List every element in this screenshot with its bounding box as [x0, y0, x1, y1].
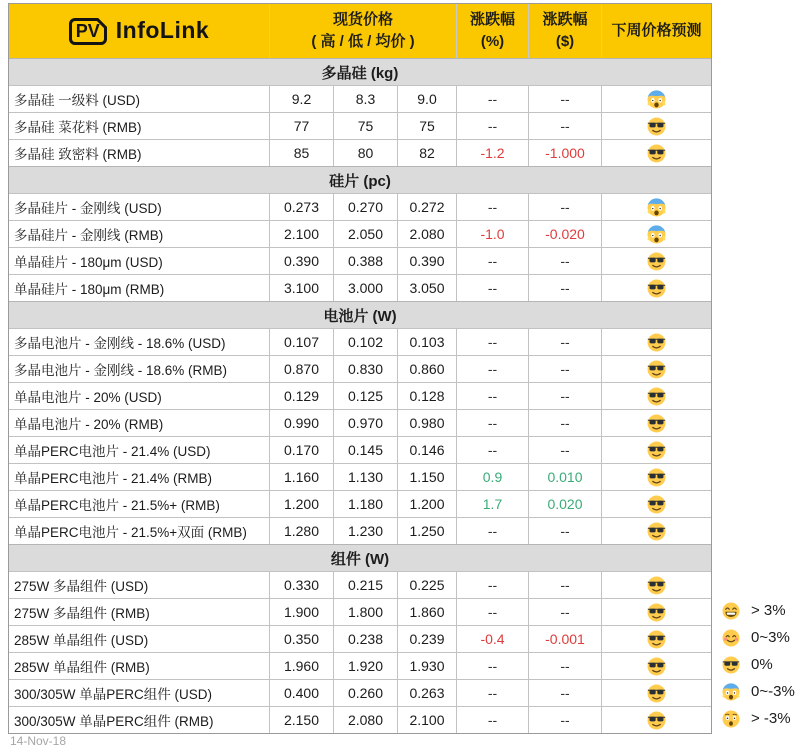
forecast-legend: [722, 597, 795, 732]
scream-face: [601, 221, 711, 247]
change-usd-cell: 0.010: [528, 464, 601, 490]
high-price-cell: 1.960: [269, 653, 333, 679]
change-pct-cell: --: [456, 113, 528, 139]
low-price-cell: 0.125: [333, 383, 397, 409]
sunglasses-face: [601, 572, 711, 598]
scream-face: [601, 86, 711, 112]
change-usd-cell: --: [528, 410, 601, 436]
avg-price-cell: 2.100: [397, 707, 456, 733]
product-name-cell: 多晶硅片 - 金刚线 (USD): [14, 201, 162, 216]
avg-price-cell: 0.128: [397, 383, 456, 409]
sunglasses-face: [601, 626, 711, 652]
smile-face: [722, 629, 740, 647]
pv-logo-icon: [69, 18, 107, 45]
change-usd-cell: --: [528, 680, 601, 706]
table-row: [9, 652, 711, 679]
low-price-cell: 2.050: [333, 221, 397, 247]
scream-face: [722, 683, 740, 701]
low-price-cell: 0.238: [333, 626, 397, 652]
change-usd-cell: --: [528, 518, 601, 544]
high-price-cell: 2.100: [269, 221, 333, 247]
high-price-cell: 3.100: [269, 275, 333, 301]
table-row: [9, 463, 711, 490]
change-usd-cell: --: [528, 113, 601, 139]
table-row: [9, 328, 711, 355]
legend-item-2: [722, 651, 795, 678]
spot-price-sublabel: ( 高 / 低 / 均价 ): [311, 33, 415, 50]
sunglasses-face: [601, 653, 711, 679]
low-price-cell: 0.830: [333, 356, 397, 382]
change-usd-cell: -1.000: [528, 140, 601, 166]
table-row: [9, 247, 711, 274]
sunglasses-face: [601, 410, 711, 436]
table-row: [9, 679, 711, 706]
astonished-face: [722, 710, 740, 728]
avg-price-cell: 1.150: [397, 464, 456, 490]
report-date: 14-Nov-18: [10, 734, 67, 748]
high-price-cell: 85: [269, 140, 333, 166]
sunglasses-face: [601, 383, 711, 409]
change-pct-cell: --: [456, 275, 528, 301]
change-pct-cell: -1.0: [456, 221, 528, 247]
low-price-cell: 1.800: [333, 599, 397, 625]
change-pct-cell: 1.7: [456, 491, 528, 517]
sunglasses-face: [601, 680, 711, 706]
change-pct-cell: --: [456, 86, 528, 112]
avg-price-cell: 75: [397, 113, 456, 139]
avg-price-cell: 1.860: [397, 599, 456, 625]
high-price-cell: 2.150: [269, 707, 333, 733]
sunglasses-face: [601, 356, 711, 382]
table-body: [9, 58, 711, 733]
table-row: [9, 193, 711, 220]
change-usd-cell: --: [528, 437, 601, 463]
change-pct-cell: --: [456, 518, 528, 544]
product-name-cell: 单晶PERC电池片 - 21.4% (RMB): [14, 471, 213, 486]
price-table: [8, 3, 712, 734]
change-pct-cell: --: [456, 329, 528, 355]
change-usd-cell: --: [528, 329, 601, 355]
sunglasses-face: [601, 113, 711, 139]
table-row: [9, 598, 711, 625]
sunglasses-face: [601, 518, 711, 544]
legend-item-1: [722, 624, 795, 651]
avg-price-cell: 82: [397, 140, 456, 166]
legend-label: > 3%: [751, 602, 786, 619]
product-name-cell: 300/305W 单晶PERC组件 (USD): [14, 687, 213, 702]
product-name-cell: 多晶硅 一级料 (USD): [14, 93, 140, 108]
change-usd-label: 涨跌幅: [542, 11, 588, 29]
high-price-cell: 0.129: [269, 383, 333, 409]
product-name-cell: 单晶硅片 - 180μm (USD): [14, 255, 163, 270]
avg-price-cell: 0.390: [397, 248, 456, 274]
low-price-cell: 75: [333, 113, 397, 139]
col-header-forecast: 下周价格预测: [601, 4, 711, 58]
change-usd-cell: -0.020: [528, 221, 601, 247]
change-pct-cell: --: [456, 356, 528, 382]
table-row: [9, 409, 711, 436]
table-row: [9, 112, 711, 139]
change-usd-cell: -0.001: [528, 626, 601, 652]
sunglasses-face: [601, 464, 711, 490]
change-pct-cell: --: [456, 194, 528, 220]
change-pct-cell: --: [456, 437, 528, 463]
table-row: [9, 490, 711, 517]
pv-logo-text: PV: [75, 20, 100, 41]
avg-price-cell: 1.930: [397, 653, 456, 679]
high-price-cell: 9.2: [269, 86, 333, 112]
product-name-cell: 275W 多晶组件 (USD): [14, 579, 149, 594]
low-price-cell: 0.388: [333, 248, 397, 274]
change-pct-unit: (%): [480, 33, 505, 50]
low-price-cell: 80: [333, 140, 397, 166]
product-name-cell: 多晶硅 菜花料 (RMB): [14, 120, 142, 135]
table-row: [9, 625, 711, 652]
low-price-cell: 0.145: [333, 437, 397, 463]
change-usd-cell: 0.020: [528, 491, 601, 517]
change-usd-cell: --: [528, 707, 601, 733]
product-name-cell: 多晶硅 致密料 (RMB): [14, 147, 142, 162]
avg-price-cell: 1.200: [397, 491, 456, 517]
low-price-cell: 8.3: [333, 86, 397, 112]
product-name-cell: 多晶硅片 - 金刚线 (RMB): [14, 228, 164, 243]
low-price-cell: 0.102: [333, 329, 397, 355]
low-price-cell: 2.080: [333, 707, 397, 733]
change-pct-cell: --: [456, 248, 528, 274]
legend-item-0: [722, 597, 795, 624]
low-price-cell: 0.215: [333, 572, 397, 598]
grin-face: [722, 602, 740, 620]
change-usd-unit: ($): [555, 33, 575, 50]
legend-item-3: [722, 678, 795, 705]
col-header-spot-price: [269, 4, 456, 58]
sunglasses-face: [601, 599, 711, 625]
legend-item-4: [722, 705, 795, 732]
product-name-cell: 单晶电池片 - 20% (RMB): [14, 417, 164, 432]
change-usd-cell: --: [528, 248, 601, 274]
change-pct-cell: --: [456, 572, 528, 598]
low-price-cell: 1.180: [333, 491, 397, 517]
low-price-cell: 1.130: [333, 464, 397, 490]
table-row: [9, 139, 711, 166]
change-pct-cell: --: [456, 599, 528, 625]
col-header-change-usd: [528, 4, 601, 58]
table-row: [9, 85, 711, 112]
logo-cell: [9, 4, 269, 58]
high-price-cell: 0.330: [269, 572, 333, 598]
avg-price-cell: 9.0: [397, 86, 456, 112]
product-name-cell: 多晶电池片 - 金刚线 - 18.6% (RMB): [14, 363, 228, 378]
sunglasses-face: [601, 437, 711, 463]
avg-price-cell: 0.103: [397, 329, 456, 355]
high-price-cell: 0.350: [269, 626, 333, 652]
change-usd-cell: --: [528, 194, 601, 220]
product-name-cell: 单晶电池片 - 20% (USD): [14, 390, 162, 405]
product-name-cell: 285W 单晶组件 (USD): [14, 633, 149, 648]
col-header-change-pct: [456, 4, 528, 58]
sunglasses-face: [601, 248, 711, 274]
change-usd-cell: --: [528, 356, 601, 382]
sunglasses-face: [601, 329, 711, 355]
avg-price-cell: 0.146: [397, 437, 456, 463]
legend-label: > -3%: [751, 710, 791, 727]
legend-label: 0%: [751, 656, 773, 673]
product-name-cell: 单晶PERC电池片 - 21.5%+双面 (RMB): [14, 525, 247, 540]
spot-price-label: 现货价格: [332, 11, 393, 29]
change-usd-cell: --: [528, 383, 601, 409]
high-price-cell: 1.200: [269, 491, 333, 517]
sunglasses-face: [601, 707, 711, 733]
change-pct-cell: -1.2: [456, 140, 528, 166]
section-header-3: 组件 (W): [9, 544, 711, 571]
table-row: [9, 355, 711, 382]
avg-price-cell: 0.980: [397, 410, 456, 436]
product-name-cell: 单晶PERC电池片 - 21.4% (USD): [14, 444, 211, 459]
avg-price-cell: 0.225: [397, 572, 456, 598]
avg-price-cell: 1.250: [397, 518, 456, 544]
scream-face: [601, 194, 711, 220]
high-price-cell: 0.107: [269, 329, 333, 355]
brand-name: InfoLink: [115, 17, 210, 44]
sunglasses-face: [601, 275, 711, 301]
table-row: [9, 274, 711, 301]
high-price-cell: 0.390: [269, 248, 333, 274]
change-pct-cell: --: [456, 410, 528, 436]
avg-price-cell: 2.080: [397, 221, 456, 247]
table-row: [9, 706, 711, 733]
change-pct-cell: --: [456, 680, 528, 706]
low-price-cell: 1.230: [333, 518, 397, 544]
high-price-cell: 0.400: [269, 680, 333, 706]
product-name-cell: 300/305W 单晶PERC组件 (RMB): [14, 714, 214, 729]
high-price-cell: 0.870: [269, 356, 333, 382]
high-price-cell: 1.900: [269, 599, 333, 625]
low-price-cell: 3.000: [333, 275, 397, 301]
table-row: [9, 517, 711, 544]
change-pct-label: 涨跌幅: [469, 11, 515, 29]
high-price-cell: 0.170: [269, 437, 333, 463]
avg-price-cell: 0.239: [397, 626, 456, 652]
change-usd-cell: --: [528, 572, 601, 598]
table-header-row: [9, 4, 711, 58]
avg-price-cell: 3.050: [397, 275, 456, 301]
low-price-cell: 0.260: [333, 680, 397, 706]
avg-price-cell: 0.272: [397, 194, 456, 220]
change-pct-cell: --: [456, 383, 528, 409]
sunglasses-face: [601, 491, 711, 517]
table-row: [9, 382, 711, 409]
table-row: [9, 571, 711, 598]
change-pct-cell: --: [456, 653, 528, 679]
change-pct-cell: 0.9: [456, 464, 528, 490]
change-pct-cell: --: [456, 707, 528, 733]
section-header-0: 多晶硅 (kg): [9, 58, 711, 85]
change-usd-cell: --: [528, 86, 601, 112]
change-usd-cell: --: [528, 275, 601, 301]
legend-label: 0~3%: [751, 629, 790, 646]
section-header-1: 硅片 (pc): [9, 166, 711, 193]
avg-price-cell: 0.860: [397, 356, 456, 382]
legend-label: 0~-3%: [751, 683, 795, 700]
change-usd-cell: --: [528, 599, 601, 625]
high-price-cell: 0.273: [269, 194, 333, 220]
table-row: [9, 220, 711, 247]
avg-price-cell: 0.263: [397, 680, 456, 706]
change-pct-cell: -0.4: [456, 626, 528, 652]
table-row: [9, 436, 711, 463]
low-price-cell: 0.270: [333, 194, 397, 220]
product-name-cell: 单晶硅片 - 180μm (RMB): [14, 282, 165, 297]
sunglasses-face: [601, 140, 711, 166]
high-price-cell: 1.160: [269, 464, 333, 490]
section-header-2: 电池片 (W): [9, 301, 711, 328]
sunglasses-face: [722, 656, 740, 674]
high-price-cell: 77: [269, 113, 333, 139]
product-name-cell: 多晶电池片 - 金刚线 - 18.6% (USD): [14, 336, 226, 351]
product-name-cell: 单晶PERC电池片 - 21.5%+ (RMB): [14, 498, 220, 513]
high-price-cell: 1.280: [269, 518, 333, 544]
change-usd-cell: --: [528, 653, 601, 679]
low-price-cell: 1.920: [333, 653, 397, 679]
product-name-cell: 275W 多晶组件 (RMB): [14, 606, 150, 621]
low-price-cell: 0.970: [333, 410, 397, 436]
logo-fold-corner: [96, 18, 107, 29]
product-name-cell: 285W 单晶组件 (RMB): [14, 660, 150, 675]
high-price-cell: 0.990: [269, 410, 333, 436]
